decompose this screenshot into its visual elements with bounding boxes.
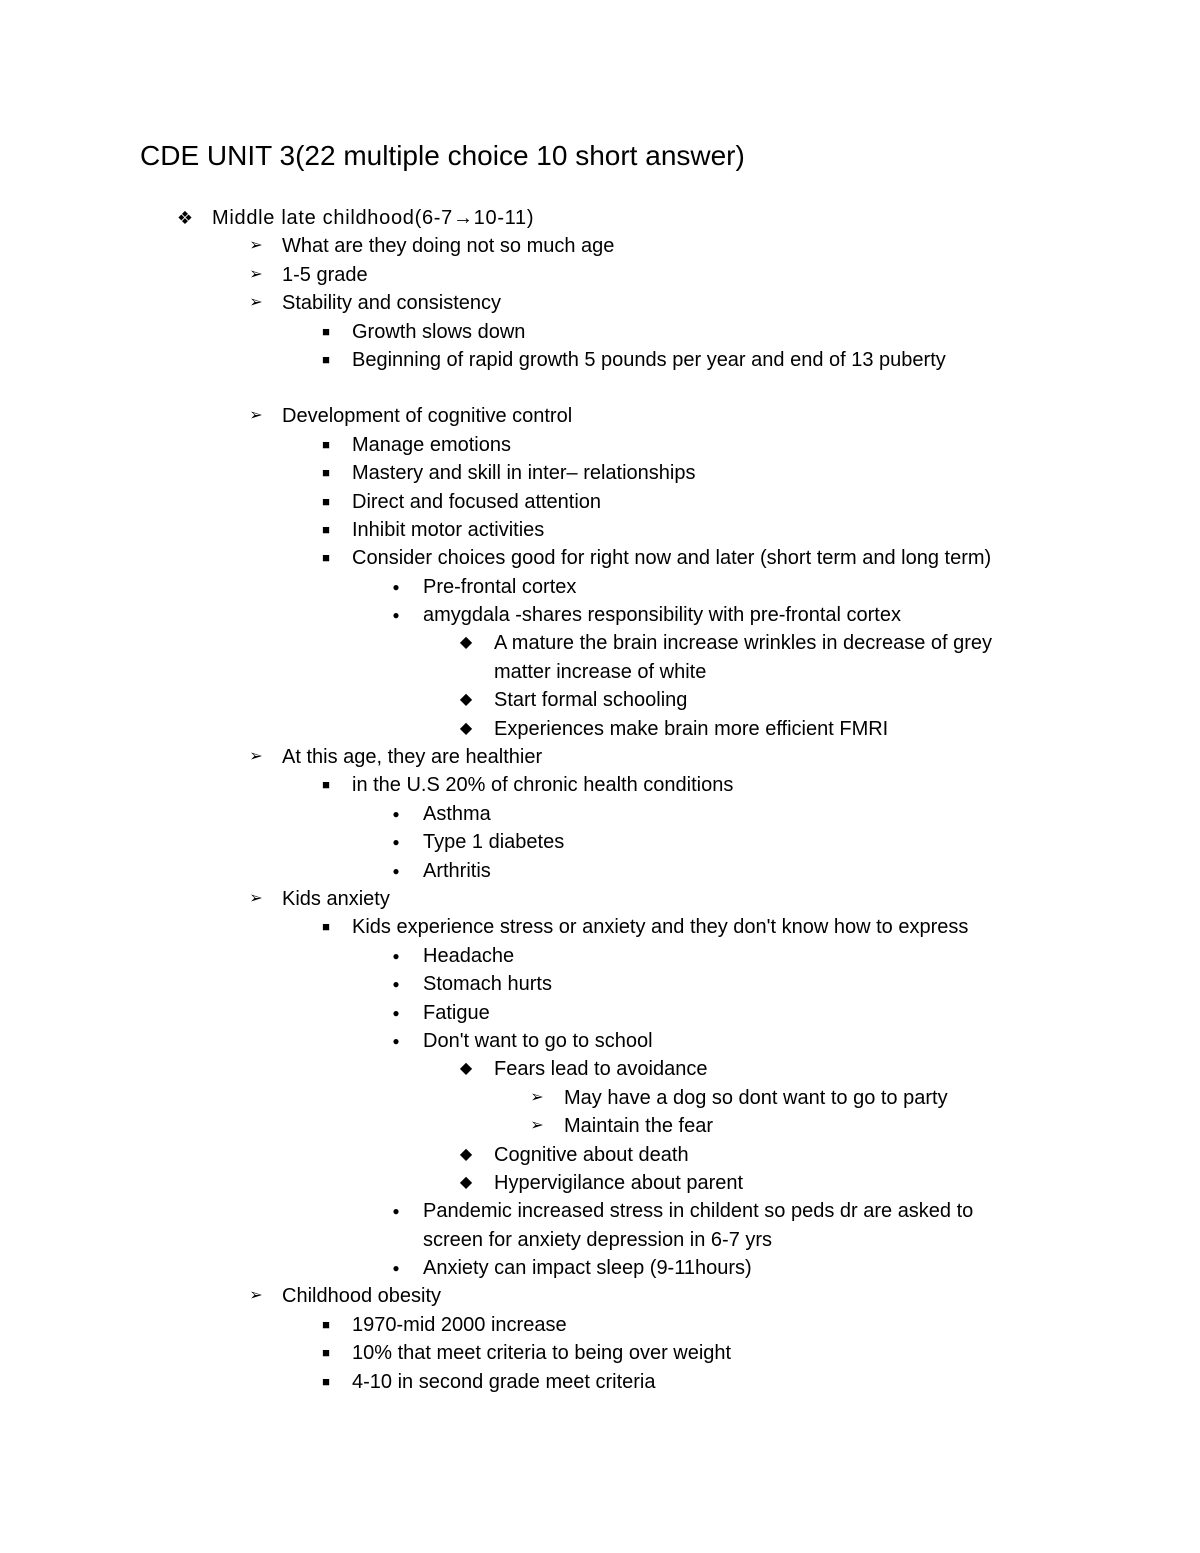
outline-item-level-5	[0, 629, 1200, 657]
outline-item-text: Stomach hurts	[423, 973, 552, 996]
bullet-icon: ➢	[249, 294, 263, 312]
outline-item-text: 1-5 grade	[282, 263, 368, 286]
outline-item-text: May have a dog so dont want to go to party	[564, 1086, 948, 1109]
outline-item-text: screen for anxiety depression in 6-7 yrs	[423, 1228, 773, 1251]
bullet-icon: ■	[322, 465, 330, 481]
outline-item-text: Type 1 diabetes	[423, 831, 565, 854]
outline-list	[0, 204, 1200, 1396]
bullet-icon: ■	[322, 1373, 330, 1389]
bullet-icon: ■	[322, 521, 330, 537]
outline-item-text: 4-10 in second grade meet criteria	[352, 1370, 656, 1393]
outline-item-level-3	[0, 318, 1200, 346]
bullet-icon: ■	[322, 550, 330, 566]
outline-item-text: At this age, they are healthier	[282, 746, 543, 769]
outline-item-text: Don't want to go to school	[423, 1029, 653, 1052]
bullet-icon: ❖	[176, 208, 194, 228]
bullet-icon: ➢	[249, 237, 263, 255]
outline-item-text: Stability and consistency	[282, 292, 502, 315]
bullet-icon: ●	[392, 863, 400, 878]
outline-item-level-2	[0, 402, 1200, 430]
outline-item-text: Middle late childhood(6-7→10-11)	[212, 207, 535, 229]
outline-item-level-3	[0, 346, 1200, 374]
blank-line	[0, 374, 1200, 402]
bullet-icon: ●	[392, 835, 400, 850]
outline-item-level-5	[0, 1141, 1200, 1169]
outline-item-level-2	[0, 232, 1200, 260]
bullet-icon: ●	[392, 977, 400, 992]
outline-item-level-2	[0, 1282, 1200, 1310]
outline-item-level-3	[0, 516, 1200, 544]
bullet-icon: ●	[392, 1204, 400, 1219]
outline-item-level-4	[0, 601, 1200, 629]
outline-item-level-2	[0, 289, 1200, 317]
bullet-icon: ◆	[459, 691, 473, 709]
outline-item-level-6	[0, 1084, 1200, 1112]
bullet-icon: ■	[322, 351, 330, 367]
bullet-icon: ■	[322, 1316, 330, 1332]
outline-item-text: Hypervigilance about parent	[494, 1171, 744, 1194]
outline-item-text: Pre-frontal cortex	[423, 575, 577, 598]
bullet-icon: ■	[322, 1345, 330, 1361]
outline-item-text: Kids anxiety	[282, 887, 390, 910]
bullet-icon: ●	[392, 608, 400, 623]
bullet-icon: ■	[322, 323, 330, 339]
bullet-icon: ◆	[459, 719, 473, 737]
outline-item-level-4	[0, 573, 1200, 601]
outline-item-level-3	[0, 1339, 1200, 1367]
outline-item-text: Arthritis	[423, 859, 491, 882]
outline-item-level-3	[0, 431, 1200, 459]
outline-item-level-3	[0, 913, 1200, 941]
outline-item-text: 10% that meet criteria to being over weight	[352, 1342, 732, 1365]
outline-item-level-4	[0, 999, 1200, 1027]
outline-item-level-5	[0, 715, 1200, 743]
outline-item-level-5	[0, 1169, 1200, 1197]
outline-item-level-2	[0, 261, 1200, 289]
outline-item-text: Kids experience stress or anxiety and they don't know how to express	[352, 916, 969, 939]
outline-item-level-4	[0, 1197, 1200, 1225]
bullet-icon: ■	[322, 777, 330, 793]
outline-item-level-3	[0, 771, 1200, 799]
outline-item-text: Fears lead to avoidance	[494, 1058, 708, 1081]
bullet-icon: ➢	[249, 889, 263, 907]
outline-item-text: in the U.S 20% of chronic health conditions	[352, 774, 734, 797]
outline-item-text: Start formal schooling	[494, 689, 688, 712]
bullet-icon: ➢	[530, 1117, 544, 1135]
outline-item-level-3	[0, 1311, 1200, 1339]
outline-item-text: Consider choices good for right now and later (short term and long term)	[352, 547, 992, 570]
outline-item-text: Fatigue	[423, 1001, 490, 1024]
outline-item-text: Headache	[423, 944, 515, 967]
bullet-icon: ●	[392, 806, 400, 821]
bullet-icon: ●	[392, 1005, 400, 1020]
outline-item-text: Childhood obesity	[282, 1285, 441, 1308]
outline-item-level-2	[0, 885, 1200, 913]
outline-item-level-3	[0, 459, 1200, 487]
outline-item-text: Beginning of rapid growth 5 pounds per year and end of 13 puberty	[352, 348, 946, 371]
outline-item-text: Asthma	[423, 802, 491, 825]
outline-item-text: Direct and focused attention	[352, 490, 602, 513]
outline-item-text: 1970-mid 2000 increase	[352, 1313, 567, 1336]
outline-item-text: Inhibit motor activities	[352, 518, 545, 541]
outline-item-level-4	[0, 1226, 1200, 1254]
outline-item-level-6	[0, 1112, 1200, 1140]
outline-item-level-4	[0, 828, 1200, 856]
outline-item-level-4	[0, 857, 1200, 885]
outline-item-level-4	[0, 970, 1200, 998]
outline-item-text: Manage emotions	[352, 433, 511, 456]
outline-item-level-5	[0, 686, 1200, 714]
document-title: CDE UNIT 3(22 multiple choice 10 short answer)	[140, 140, 745, 171]
bullet-icon: ➢	[249, 265, 263, 283]
bullet-icon: ◆	[459, 1060, 473, 1078]
outline-item-level-4	[0, 1027, 1200, 1055]
outline-item-text: amygdala -shares responsibility with pre-frontal cortex	[423, 604, 901, 627]
outline-item-text: Development of cognitive control	[282, 405, 573, 428]
outline-item-text: Experiences make brain more efficient FMRI	[494, 717, 889, 740]
outline-item-text: What are they doing not so much age	[282, 235, 615, 258]
outline-item-text: matter increase of white	[494, 660, 707, 683]
bullet-icon: ➢	[530, 1088, 544, 1106]
outline-item-level-3	[0, 1368, 1200, 1396]
outline-item-level-2	[0, 743, 1200, 771]
outline-item-text: A mature the brain increase wrinkles in decrease of grey	[494, 632, 993, 655]
outline-item-level-3	[0, 488, 1200, 516]
outline-item-text: Anxiety can impact sleep (9-11hours)	[423, 1257, 752, 1280]
outline-item-level-5	[0, 658, 1200, 686]
bullet-icon: ●	[392, 579, 400, 594]
bullet-icon: ➢	[249, 407, 263, 425]
outline-item-text: Maintain the fear	[564, 1115, 713, 1138]
outline-item-level-4	[0, 800, 1200, 828]
bullet-icon: ◆	[459, 634, 473, 652]
bullet-icon: ●	[392, 1033, 400, 1048]
bullet-icon: ■	[322, 436, 330, 452]
bullet-icon: ◆	[459, 1173, 473, 1191]
outline-item-text: Growth slows down	[352, 320, 526, 343]
bullet-icon: ➢	[249, 748, 263, 766]
outline-item-level-1	[0, 204, 1200, 232]
bullet-icon: ➢	[249, 1287, 263, 1305]
outline-item-text: Mastery and skill in inter– relationships	[352, 462, 696, 485]
bullet-icon: ■	[322, 919, 330, 935]
outline-item-level-5	[0, 1055, 1200, 1083]
outline-item-level-4	[0, 942, 1200, 970]
outline-item-text: Pandemic increased stress in childent so peds dr are asked to	[423, 1200, 974, 1223]
bullet-icon: ◆	[459, 1145, 473, 1163]
outline-item-text: Cognitive about death	[494, 1143, 689, 1166]
outline-item-level-3	[0, 544, 1200, 572]
bullet-icon: ●	[392, 948, 400, 963]
bullet-icon: ■	[322, 493, 330, 509]
bullet-icon: ●	[392, 1261, 400, 1276]
outline-item-level-4	[0, 1254, 1200, 1282]
